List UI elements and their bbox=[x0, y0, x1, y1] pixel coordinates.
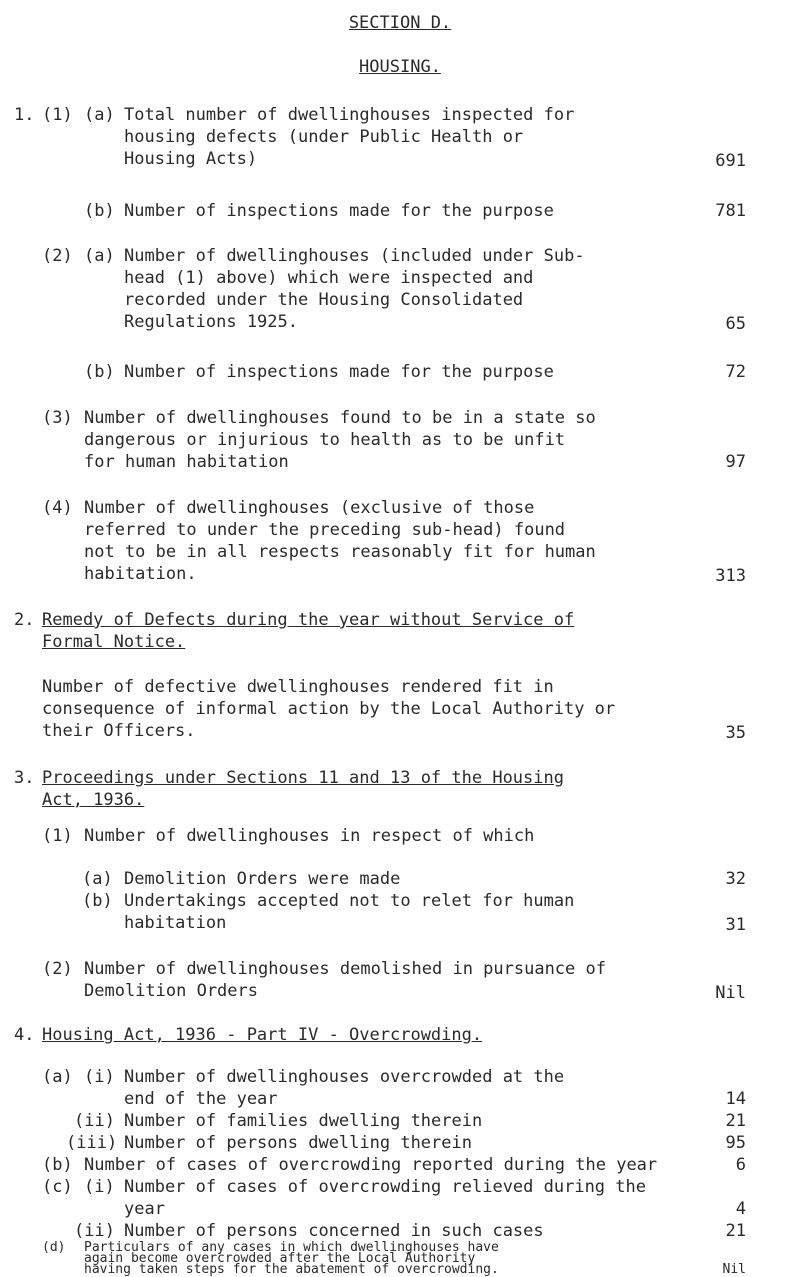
value: 32 bbox=[725, 869, 746, 889]
subitem-label: (i) bbox=[84, 1177, 115, 1197]
item-number: 1. bbox=[14, 105, 35, 125]
value: 21 bbox=[725, 1221, 746, 1241]
value: Nil bbox=[715, 983, 746, 1003]
text-line: Particulars of any cases in which dwellinghouses have bbox=[84, 1240, 499, 1255]
text-line: Number of dwellinghouses demolished in pursuance of bbox=[84, 959, 606, 979]
subitem-label: (ii) bbox=[74, 1111, 115, 1131]
value: 35 bbox=[725, 723, 746, 743]
subhead-label: (1) bbox=[42, 105, 73, 125]
text-line: Number of cases of overcrowding reported during the year bbox=[84, 1155, 658, 1175]
text-line: dangerous or injurious to health as to be unfit bbox=[84, 430, 566, 450]
text-line: consequence of informal action by the Local Authority or bbox=[42, 699, 616, 719]
value: 6 bbox=[735, 1155, 746, 1175]
section-heading: SECTION D. bbox=[348, 13, 452, 33]
text-line: their Officers. bbox=[42, 721, 196, 741]
subhead-label: (3) bbox=[42, 408, 73, 428]
subitem-label: (a) bbox=[84, 246, 115, 266]
value: 72 bbox=[725, 362, 746, 382]
text-line: Number of families dwelling therein bbox=[124, 1111, 483, 1131]
value: 21 bbox=[725, 1111, 746, 1131]
text-line: Number of defective dwellinghouses rendered fit in bbox=[42, 677, 554, 697]
text-line: Number of persons dwelling therein bbox=[124, 1133, 472, 1153]
subheading: Act, 1936. bbox=[42, 790, 145, 810]
value: 97 bbox=[725, 452, 746, 472]
page-title: HOUSING. bbox=[359, 57, 441, 77]
subitem-label: (b) bbox=[42, 1155, 73, 1175]
text-line: Number of dwellinghouses (included under Sub- bbox=[124, 246, 585, 266]
text-line: Number of persons concerned in such cases bbox=[124, 1221, 544, 1241]
subheading: Housing Act, 1936 - Part IV - Overcrowding. bbox=[42, 1025, 483, 1045]
subitem-label: (c) bbox=[42, 1177, 73, 1197]
subhead-label: (2) bbox=[42, 246, 73, 266]
text-line: having taken steps for the abatement of overcrowding. bbox=[84, 1262, 499, 1277]
text-line: Demolition Orders bbox=[84, 981, 258, 1001]
text-line: Number of dwellinghouses (exclusive of those bbox=[84, 498, 535, 518]
text-line: Number of dwellinghouses in respect of which bbox=[84, 826, 535, 846]
text-line: Total number of dwellinghouses inspected for bbox=[124, 105, 575, 125]
subitem-label: (a) bbox=[82, 869, 113, 889]
item-number: 2. bbox=[14, 610, 35, 630]
text-line: Demolition Orders were made bbox=[124, 869, 401, 889]
subhead-label: (1) bbox=[42, 826, 73, 846]
value: 4 bbox=[735, 1199, 746, 1219]
text-line: Number of dwellinghouses found to be in a state so bbox=[84, 408, 596, 428]
subhead-label: (4) bbox=[42, 498, 73, 518]
subitem-label: (b) bbox=[84, 201, 115, 221]
value: 95 bbox=[725, 1133, 746, 1153]
text-line: Number of inspections made for the purpose bbox=[124, 201, 554, 221]
value: 313 bbox=[715, 566, 746, 586]
text-line: year bbox=[124, 1199, 165, 1219]
value: Nil bbox=[722, 1262, 746, 1277]
text-line: housing defects (under Public Health or bbox=[124, 127, 524, 147]
item-number: 3. bbox=[14, 768, 35, 788]
subheading: Remedy of Defects during the year without Service of bbox=[42, 610, 575, 630]
text-line: Housing Acts) bbox=[124, 149, 258, 169]
text-line: recorded under the Housing Consolidated bbox=[124, 290, 524, 310]
text-line: Number of cases of overcrowding relieved during the bbox=[124, 1177, 646, 1197]
subitem-label: (a) bbox=[42, 1067, 73, 1087]
item-number: 4. bbox=[14, 1025, 35, 1045]
text-line: referred to under the preceding sub-head) found bbox=[84, 520, 566, 540]
text-line: again become overcrowded after the Local Authority bbox=[84, 1251, 476, 1266]
text-line: head (1) above) which were inspected and bbox=[124, 268, 534, 288]
value: 31 bbox=[725, 915, 746, 935]
text-line: not to be in all respects reasonably fit for human bbox=[84, 542, 596, 562]
subheading: Formal Notice. bbox=[42, 632, 186, 652]
text-line: habitation bbox=[124, 913, 227, 933]
text-line: habitation. bbox=[84, 564, 197, 584]
subheading: Proceedings under Sections 11 and 13 of the Housing bbox=[42, 768, 564, 788]
subitem-label: (iii) bbox=[66, 1133, 118, 1153]
subitem-label: (b) bbox=[82, 891, 113, 911]
value: 781 bbox=[715, 201, 746, 221]
subitem-label: (b) bbox=[84, 362, 115, 382]
subitem-label: (ii) bbox=[74, 1221, 115, 1241]
text-line: Number of inspections made for the purpose bbox=[124, 362, 554, 382]
text-line: for human habitation bbox=[84, 452, 289, 472]
text-line: Undertakings accepted not to relet for human bbox=[124, 891, 575, 911]
subhead-label: (2) bbox=[42, 959, 73, 979]
subitem-label: (d) bbox=[42, 1240, 66, 1255]
subitem-label: (i) bbox=[84, 1067, 115, 1087]
text-line: Number of dwellinghouses overcrowded at the bbox=[124, 1067, 565, 1087]
value: 14 bbox=[725, 1089, 746, 1109]
text-line: end of the year bbox=[124, 1089, 278, 1109]
text-line: Regulations 1925. bbox=[124, 312, 298, 332]
value: 65 bbox=[725, 314, 746, 334]
subitem-label: (a) bbox=[84, 105, 115, 125]
value: 691 bbox=[715, 151, 746, 171]
